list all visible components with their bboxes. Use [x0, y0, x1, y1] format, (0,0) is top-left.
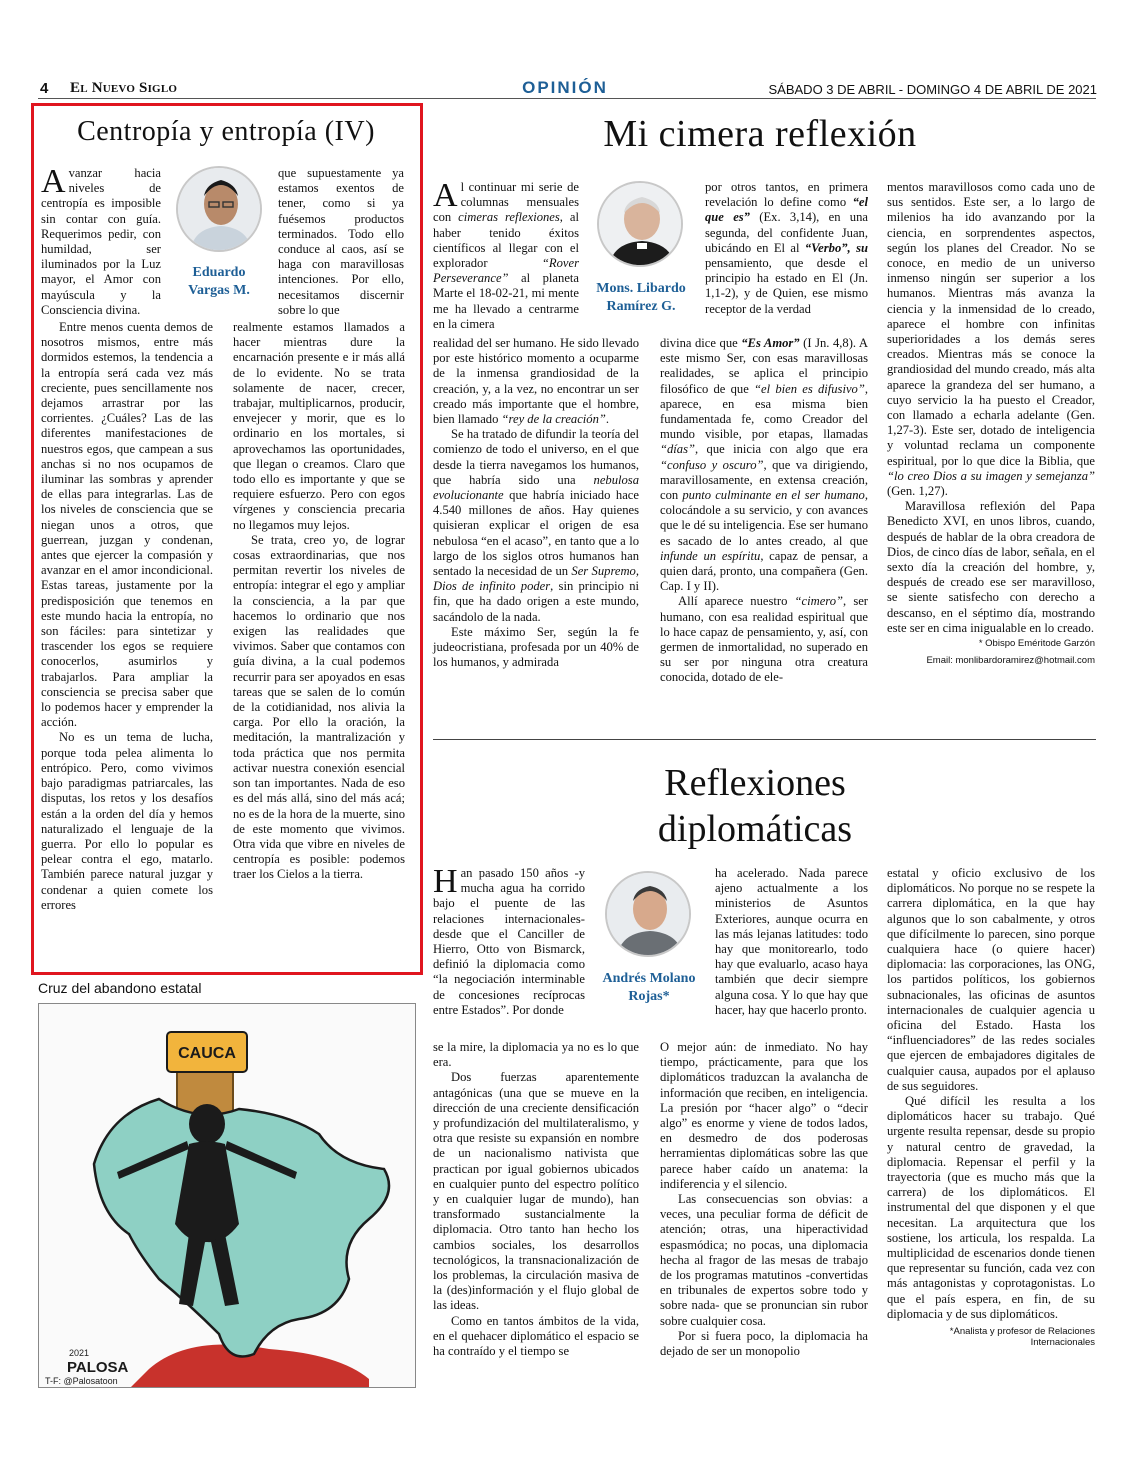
- text-run: “rey de la creación”: [501, 412, 606, 427]
- author-note: *Analista y profesor de Relaciones Internacionales: [949, 1326, 1095, 1349]
- text-run: , que va dirigiendo, maravillosamente, en extensa creación, con: [660, 457, 868, 503]
- text-run: , capaz de pensar, a quien dará, pronto, una compañera (Gen. Cap. I y II).: [660, 548, 869, 594]
- article3-col1: [433, 1040, 639, 1359]
- text-run: infunde un espíritu: [660, 548, 761, 563]
- author-name-libardo: [586, 280, 696, 316]
- cartoon-year: 2021: [69, 1348, 90, 1358]
- article3-paragraph: O mejor aún: de inmediato. No hay tiempo, prácticamente, para que los diplomáticos traduzcan la avalancha de información que reciben, en inteligencia. La presión por “hacer algo” o “decir algo” es enorme y viene de todos lados, en desmedro de dos poderosas herramientas diplomáticas sobre las que parece haber caído un anatema: la indiferencia y el silencio.: [660, 1040, 868, 1191]
- header-rule: [38, 98, 1096, 99]
- text-run: al planeta Marte el 18-02-21, mi mente me ha llevado a centrarme en la cimera: [433, 271, 579, 331]
- text-run: , ser humano, con esa realidad espiritual que lo hace capaz de pensamiento, y, así, con germen de inmortalidad, no superado en su ser por ninguna otra creatura conocida, dotado de ele-: [660, 594, 868, 685]
- article1-lead: vanzar hacia niveles de centropía es imposible sin contar con guía. Requerimos pedir, con humildad, ser iluminados por la Luz mayor, el Amor con mayúscula y la Consciencia divina.: [41, 166, 161, 317]
- article2-dropcap: A: [433, 177, 458, 214]
- text-run: “Rover Perseverance”: [433, 256, 579, 286]
- article2-paragraph: Maravillosa reflexión del Papa Benedicto XVI, en unos libros, cuando, después de hablar de la obra creadora de Dios, de cinco días de labor, señala, en el sexto día la creación del hombre, y, después de creado ese ser maravilloso, se siente satisfecho con derecho a descanso, en el séptimo día, mostrando este ser en cima inigualable en lo creado.: [887, 499, 1095, 635]
- author2-line1: Mons. Libardo: [596, 281, 686, 296]
- portrait-icon: [607, 873, 691, 957]
- text-run: “Verbo”, su: [804, 240, 868, 255]
- text-run: “confuso y oscuro”: [660, 457, 764, 472]
- article3-paragraph: Dos fuerzas aparentemente antagónicas (una que se mueve en la dirección de una creciente densificación y profundización del multilateralismo, y otra que resiste su expansión en nombre de un nacionalismo nativista que practican por igual gobiernos ubicados en cualquier punto del espectro político y en cualquier lugar de mundo), han transformado sustancialmente la diplomacia. Otro tanto han hecho los cambios sociales, los desarrollos tecnológicos, la transnacionalización de los problemas, la circulación masiva de la (des)información y el flujo global de las ideas.: [433, 1070, 639, 1313]
- text-run: , aparece, en esa misma bien fundamentada fe, como Creador del mundo visible, por etapas, llamadas: [660, 381, 868, 442]
- cartoon-signature: PALOSA: [67, 1359, 129, 1376]
- text-run: pensamiento, que desde el principio ha estado en El (Jn. 1,1-2), y de Quien, ese mismo receptor de la verdad: [705, 256, 868, 316]
- text-run: (Ex. 3,14), en una segunda, del confidente Juan, ubicándo en El al: [705, 210, 868, 255]
- article2-col3: [887, 180, 1095, 666]
- text-run: “lo creo Dios a su imagen y semejanza”: [887, 468, 1095, 483]
- section-label: OPINIÓN: [522, 78, 608, 97]
- article3-paragraph: Por si fuera poco, la diplomacia ha dejado de ser un monopolio: [660, 1328, 868, 1359]
- text-run: l continuar mi serie de columnas mensuales con: [433, 180, 579, 225]
- text-run: (I Jn. 4,8). A este mismo Ser, con esas maravillosas realidades, se aplica el principio filosófico de que: [660, 336, 868, 396]
- author-photo-eduardo: [176, 166, 262, 252]
- article1-paragraph: Entre menos cuenta demos de nosotros mismos, entre más dormidos estemos, la tendencia a la entropía será cada vez más creciente, pues sencillamente nos dejamos arrastrar por las corrientes. ¿Cuáles? Las de las diferentes manifestaciones de nuestros egos, que campean a sus anchas si no nos ocupamos de iluminar las sombras y aprender de ellas para integrarlas. Las de los niveles de consciencia que se niegan unos a otros, que guerrean, juzgan y condenan, antes que ejercer la compasión y avanzar en el amor incondicional. Estas tareas, justamente por la predisposición que tenemos en este mundo hacia la entropía, no son fáciles: para sintetizar y trascender los egos se requiere conocerlos, asumirlos y trabajarlos. Para ampliar la consciencia se precisa saber que lo podemos hacer y emprender la acción.: [41, 320, 213, 730]
- cartoon-drawing: [39, 1004, 416, 1388]
- article3-paragraph: Qué difícil les resulta a los diplomáticos hacer su trabajo. Qué urgente resulta repensar, desde su propio y natural centro de gravedad, la diplomacia. Repensar el perfil y la trayectoria (que es mucho más que la carrera) de los diplomáticos. El instrumental del que disponen y el que necesitan. La arquitectura que los sostiene, los articula, los respalda. La multiplicidad de escenarios donde tienen que representar su función, cada vez con más antagonistas y coprotagonistas. Lo que el país espera, en fin, de su diplomacia y de sus diplomáticos.: [887, 1094, 1095, 1321]
- article2-col1: [433, 336, 639, 670]
- cartoon-credit: T-F: @Palosatoon: [45, 1376, 118, 1386]
- text-run: “el que es”: [705, 195, 868, 225]
- article3-title-line2: diplomáticas: [657, 808, 853, 850]
- article2-title: Mi cimera reflexión: [603, 113, 917, 155]
- text-run: divina dice que: [660, 336, 742, 350]
- author3-line2: Rojas*: [628, 989, 670, 1004]
- text-run: Se ha tratado de difundir la teoría del comienzo de todo el universo, en el que desde la tierra navegamos los humanos, que habría sido una: [433, 427, 639, 487]
- article1-paragraph: realmente estamos llamados a hacer mientras dure la encarnación presente e ir más allá de lo evidente. No se trata solamente de nacer, crecer, trabajar, multiplicarnos, producir, envejecer y morir, que es lo ordinario en los mortales, si aprovechamos las oportunidades, que llegan o creamos. Claro que todo ello es importante y que se requiere esfuerzo. Pero con egos vírgenes y consciencia precaria no llegamos muy lejos.: [233, 320, 405, 532]
- article2-col2-top: [705, 180, 868, 317]
- text-run: mentos maravillosos como cada uno de sus sentidos. Este ser, a lo largo de milenios ha ido avanzando por la ciencia, en sorprendentes aspectos, según los planes del Creador. No se conoce, en medio de un universo inmenso ningún ser superior a los humanos. Mientras más avanza la ciencia y la inmensidad de lo creado, aparece el hombre con infinitas superioridades a los demás seres creados. Mientras más se conoce la grandiosidad del mundo creado, más alta aparece la grandeza del ser humano, a cuyo servicio la ha puesto el Creador, con llamado a echarla adelante (Gen. 1,27-3). Este ser, dotado de inteligencia y voluntad reclama un componente espiritual, por lo que dice la Biblia, que: [887, 180, 1095, 468]
- text-run: Allí aparece nuestro: [678, 594, 795, 609]
- article3-dropcap: H: [433, 863, 458, 900]
- article-separator: [433, 739, 1096, 740]
- article3-paragraph: se la mire, la diplomacia ya no es lo que era.: [433, 1040, 639, 1070]
- article1-title: Centropía y entropía (IV): [77, 116, 375, 147]
- text-run: “días”: [660, 442, 696, 457]
- text-run: (Gen. 1,27).: [887, 484, 948, 499]
- author1-line2: Vargas M.: [188, 283, 250, 298]
- text-run: “cimero”: [794, 594, 844, 609]
- author2-line2: Ramírez G.: [606, 299, 676, 314]
- article1-dropcap: A: [41, 163, 66, 200]
- author-email: Email: monlibardoramirez@hotmail.com: [926, 655, 1095, 667]
- text-run: por otros tantos, en primera revelación lo define como: [705, 180, 868, 210]
- article3-paragraph: estatal y oficio exclusivo de los diplomáticos. No porque no se respete la carrera diplomática, en la que hay algunos que lo son cabalmente, y otros que difícilmente lo parecen, sino porque cualquiera hace (o quiere hacer) diplomacia: las corporaciones, las ONG, los partidos políticos, los gobiernos subnacionales, las oficinas de asuntos internacionales de cualquier agencia u oficina del Estado. Hasta los “influenciadores” de las redes sociales que ejercen de embajadores digitales de cualquier causa, aupados por el aplauso de sus seguidores.: [887, 866, 1095, 1093]
- text-run: Ser Supremo, Dios de infinito poder: [433, 564, 640, 594]
- page-number: 4: [40, 80, 49, 97]
- portrait-icon: [178, 168, 262, 252]
- article1-col1: [41, 320, 213, 913]
- text-run: que habría iniciado hace 4.540 millones de años. Hay quienes quisieran explicar el origen de esa nebulosa “en el acaso”, en tanto que a lo largo de los siglos otros humanos han sentado la necesidad de un: [433, 488, 639, 579]
- article3-title-line1: Reflexiones: [664, 762, 846, 804]
- author-photo-andres: [605, 871, 691, 957]
- article2-paragraph: Este máximo Ser, según la fe judeocristiana, profesada por un 40% de los humanos, y admirada: [433, 624, 639, 670]
- text-run: , al haber tenido éxitos científicos al llegar con el explorador: [433, 210, 579, 271]
- text-run: realidad del ser humano. He sido llevado por este histórico momento a ocuparme de la inmensa grandiosidad de la creación, y, a la vez, no encontrar un ser creado más importante que el hombre, bien llamado: [433, 336, 639, 427]
- text-run: nebulosa evolucionante: [433, 472, 639, 503]
- cartoon-caption: Cruz del abandono estatal: [38, 980, 202, 996]
- author-photo-libardo: [597, 181, 683, 267]
- text-run: punto culminante en el ser humano: [682, 488, 865, 503]
- text-run: , sin principio ni fin, que ha dado origen a este mundo, sacándolo de la nada.: [433, 579, 639, 624]
- author-name-andres: [590, 970, 708, 1006]
- text-run: “el bien es difusivo”: [754, 381, 865, 396]
- text-run: “Es Amor”: [741, 336, 800, 350]
- author3-line1: Andrés Molano: [602, 971, 696, 986]
- newspaper-name: El Nuevo Siglo: [70, 80, 178, 96]
- article3-paragraph: Como en tantos ámbitos de la vida, en el quehacer diplomático el espacio se ha contraído y el tiempo se: [433, 1313, 639, 1359]
- article3-paragraph: Las consecuencias son obvias: a veces, una peculiar forma de déficit de atención; otras, una hiperactividad espasmódica; no pocas, una diplomacia hecha al fragor de las mesas de trabajo de los programas matutinos -convertidas en tribunales de expertos sobre todo y sobre nada- que se pronuncian sin rubor sobre cualquier cosa.: [660, 1192, 868, 1328]
- author-name-eduardo: [172, 264, 266, 300]
- author1-line1: Eduardo: [192, 265, 246, 280]
- article1-col2: [233, 320, 405, 883]
- article3-col2: [660, 1040, 868, 1359]
- article3-col1-top: [433, 863, 585, 1018]
- portrait-icon: [599, 183, 683, 267]
- article1-paragraph: Se trata, creo yo, de lograr cosas extraordinarias, que nos permitan revertir los niveles de entropía: integrar el ego y ampliar la consciencia, a la par que hacemos lo ordinario que nos exigen las realidades que vivimos. Saber que contamos con guía divina, a la cual podemos recurrir para ser apoyados en esas tareas que se salen de lo común de la cotidianidad, nos alivia la carga. Por ello la oración, la meditación, la mantralización y toda práctica que nos permita activar nuestra conexión esencial son tan importantes. Nada de eso es del más allá, sino del más acá; no es de la hora de la muerte, sino de este momento que vivimos. Otra vida que vibre en niveles de centropía es posible: podemos traer los Cielos a la tierra.: [233, 532, 405, 882]
- article1-col2-top: que supuestamente ya estamos exentos de tener, como si ya fuésemos productos terminados. Todo ello conduce al caos, así se haga con maravillosas intenciones. Por ello, necesitamos discernir sobre lo que: [278, 166, 404, 317]
- article3-col3: [887, 866, 1095, 1348]
- article2-col1-top: [433, 177, 579, 332]
- text-run: .: [605, 412, 610, 427]
- text-run: , que inicia con algo que era: [695, 442, 868, 457]
- cauca-sign-text: CAUCA: [178, 1045, 236, 1062]
- article3-title: [540, 760, 970, 852]
- cartoon-illustration: [38, 1003, 416, 1388]
- text-run: , colocándole a su servicio, y con avances que le dé su inteligencia. Ese ser humano es sacado de lo antes creado, al que: [660, 488, 868, 548]
- article3-lead: an pasado 150 años -y mucha agua ha corrido bajo el puente de las relaciones internacionales- desde que el Canciller de Hierro, Otto von Bismarck, definió la diplomacia como “la negociación interminable de concesiones recíprocas entre Estados”. Por donde: [433, 866, 585, 1017]
- article3-col2-top: ha acelerado. Nada parece ajeno actualmente a los ministerios de Asuntos Exteriores, aunque ocurra en las más lejanas latitudes: todo hay que monitorearlo, todo hay que evaluarlo, acaso haya también que decir siempre alguna cosa. Y lo que hay que hacer, hay que hacerlo pronto.: [715, 866, 868, 1017]
- article1-paragraph: No es un tema de lucha, porque toda pelea alimenta lo entrópico. Pero, como vivimos bajo paradigmas patriarcales, las disputas, los retos y los desafíos están a la orden del día y hemos naturalizado el lenguaje de la guerra. Por ello lo popular es pelear contra el ego, matarlo. También parece natural juzgar y condenar a quien comete los errores: [41, 730, 213, 912]
- article1-col1-top: [41, 163, 161, 318]
- text-run: cimeras reflexiones: [458, 210, 560, 225]
- article2-col2: [660, 336, 868, 686]
- author-note: * Obispo Eméritode Garzón: [978, 638, 1095, 650]
- figure-head: [189, 1104, 225, 1144]
- issue-date: SÁBADO 3 DE ABRIL - DOMINGO 4 DE ABRIL DE 2021: [768, 82, 1097, 97]
